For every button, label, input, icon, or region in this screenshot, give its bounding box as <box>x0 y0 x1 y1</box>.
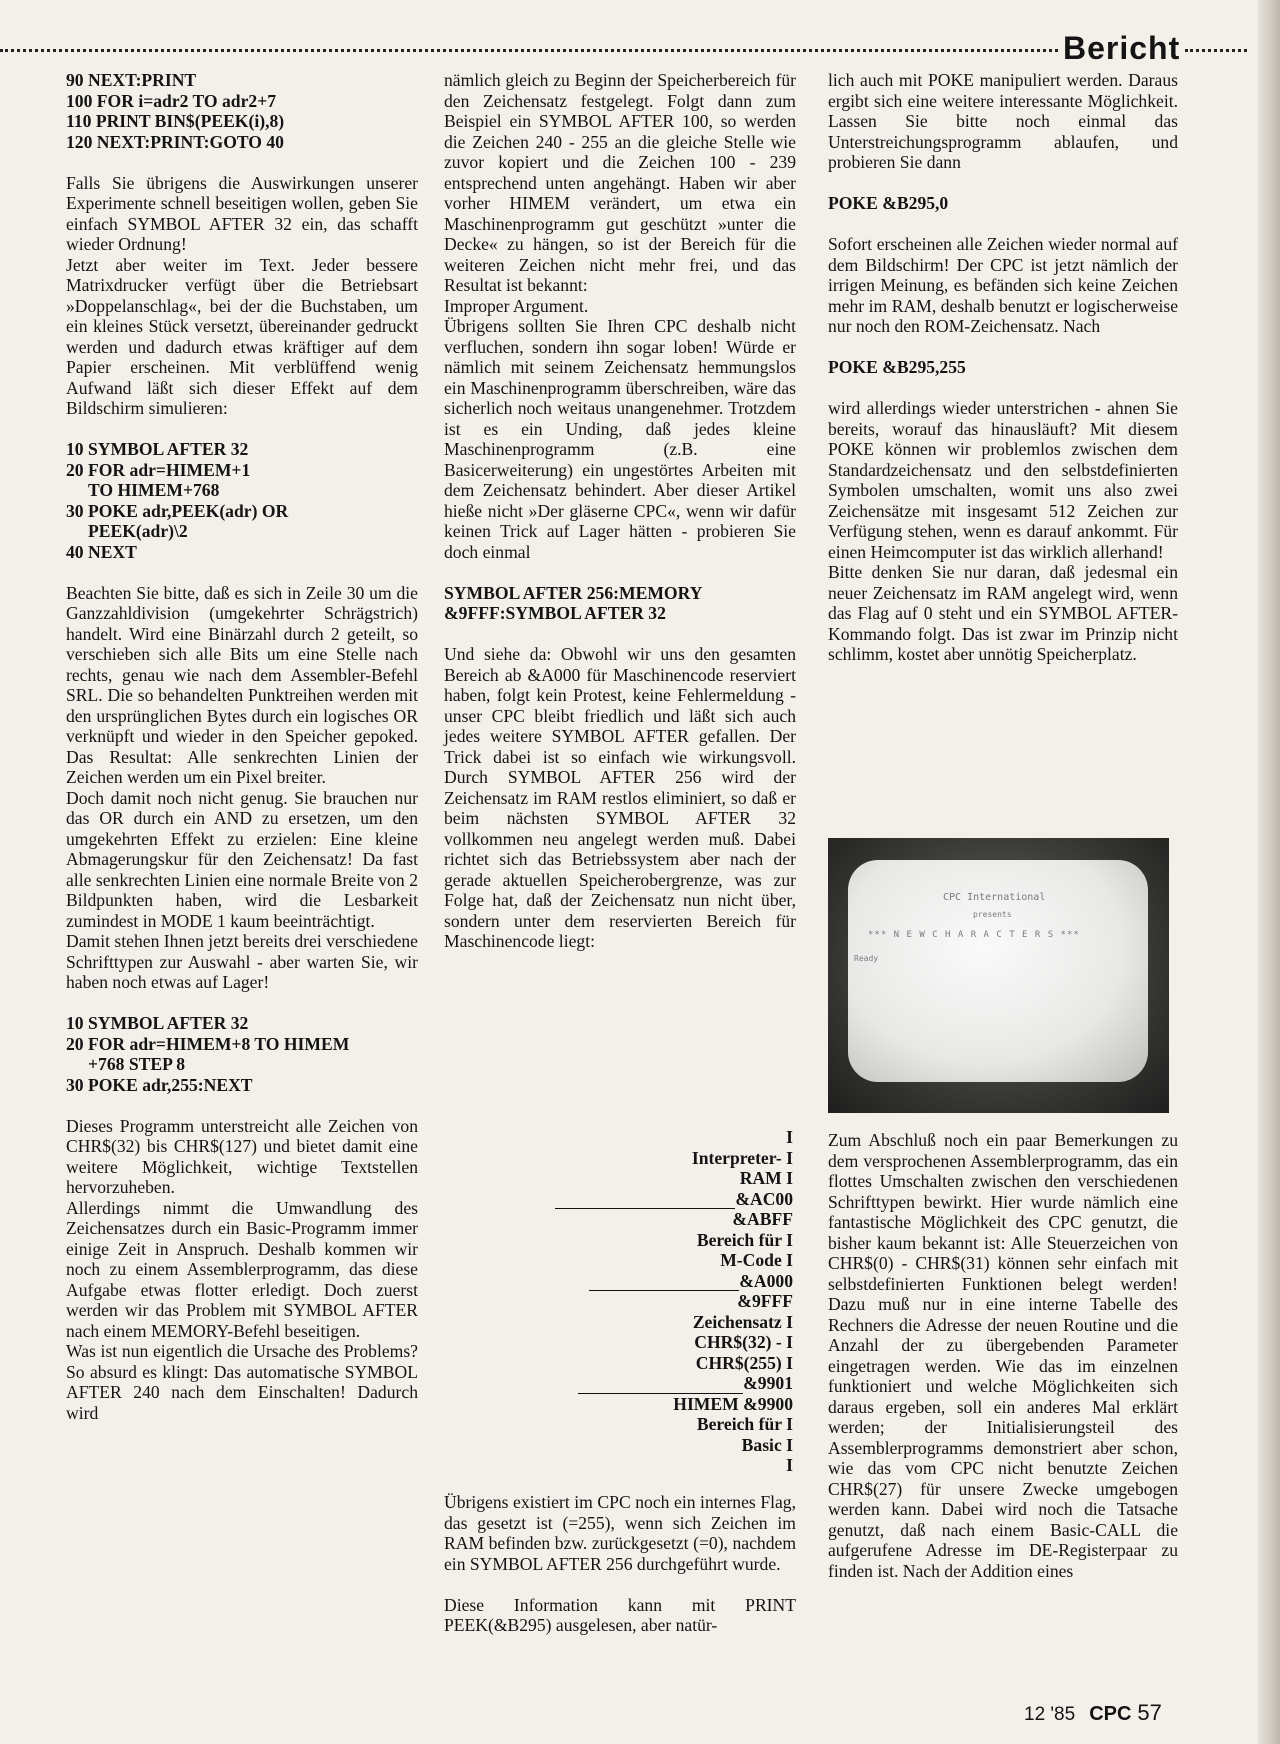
memory-map-row: I <box>786 1455 793 1475</box>
paragraph: Improper Argument. <box>444 295 589 316</box>
divider-line <box>555 1194 735 1209</box>
code-line: 110 PRINT BIN$(PEEK(i),8) <box>66 111 285 131</box>
section-title: Bericht <box>1063 30 1181 66</box>
memory-map-row <box>444 1373 793 1394</box>
column-2 <box>444 70 796 952</box>
memory-map-row: RAM I <box>739 1168 793 1188</box>
divider-line <box>589 1276 739 1291</box>
screen-text-line: presents <box>973 910 1012 919</box>
memory-map-row: &9FFF <box>737 1291 793 1311</box>
memory-map-row: Zeichensatz I <box>692 1311 793 1332</box>
code-line: POKE &B295,255 <box>828 357 966 377</box>
paragraph: Sofort erscheinen alle Zeichen wieder normal auf dem Bildschirm! Der CPC ist jetzt nämlich der irrigen Meinung, es befänden sich keine Zeichen mehr im RAM, deshalb benutzt er logischerweise nur noch den ROM-Zeichensatz. Nach <box>828 234 1178 336</box>
header-rule-right <box>1185 49 1247 52</box>
paragraph: lich auch mit POKE manipuliert werden. Daraus ergibt sich eine weitere interessante Möglichkeit. Lassen Sie bitte noch einmal das Unterstreichungsprogramm ablaufen, und probieren Sie dann <box>828 70 1178 172</box>
paragraph: Übrigens sollten Sie Ihren CPC deshalb nicht verfluchen, sondern ihn sogar loben! Würde er nämlich mit seinem Zeichensatz hemmungslos ein Maschinenprogramm überschreiben, wäre das sicherlich noch weitaus unangenehmer. Trotzdem ist es ein Unding, daß jedes kleine Maschinenprogramm (z.B. eine Basicerweiterung) ein ungestörtes Arbeiten mit dem Zeichensatz behindert. Aber dieser Artikel hieße nicht »Der gläserne CPC«, wenn wir dafür keinen Trick auf Lager hätten - probieren Sie doch einmal <box>444 316 796 562</box>
address-label: &AC00 <box>735 1188 793 1209</box>
paragraph: wird allerdings wieder unterstrichen - ahnen Sie bereits, worauf das hinausläuft? Mit diesem POKE können wir problemlos zwischen dem Standardzeichensatz und den selbstdefinierten Symbolen umschalten, womit uns also zwei Zeichensätze mit insgesamt 512 Zeichen zur Verfügung stehen, wenn es darauf ankommt. Für einen Heimcomputer ist das wirklich allerhand! <box>828 398 1178 562</box>
paragraph: Und siehe da: Obwohl wir uns den gesamten Bereich ab &A000 für Maschinencode reserviert haben, folgt kein Protest, keine Fehlermeldung - unser CPC bleibt friedlich und läßt sich auch jedes weitere SYMBOL AFTER gefallen. Der Trick dabei ist so einfach wie wirkungsvoll. Durch SYMBOL AFTER 256 wird der Zeichensatz im RAM restlos eliminiert, so daß er beim nächsten SYMBOL AFTER 32 vollkommen neu angelegt werden muß. Dabei richtet sich das Betriebssystem aber nach der gerade aktuellen Speicherobergrenze, was zur Folge hat, daß der Zeichensatz nun nicht über, sondern unter dem reservierten Bereich für Maschinencode liegt: <box>444 644 796 951</box>
paragraph: Bitte denken Sie nur daran, daß jedesmal ein neuer Zeichensatz im RAM angelegt wird, wenn das Flag auf 0 steht und ein SYMBOL AFTER-Kommando folgt. Das ist zwar im Prinzip nicht schlimm, kostet aber unnötig Speicherplatz. <box>828 562 1178 664</box>
page-number: 57 <box>1137 1700 1162 1725</box>
code-line: TO HIMEM+768 <box>88 480 220 500</box>
page-edge <box>1258 0 1280 1744</box>
subheading-line: SYMBOL AFTER 256:MEMORY <box>444 582 703 603</box>
memory-map-row: Bereich für I <box>696 1229 793 1250</box>
screen-text-line: CPC International <box>943 892 1046 903</box>
code-line: 10 SYMBOL AFTER 32 <box>66 1013 249 1033</box>
divider-line <box>578 1379 743 1394</box>
memory-map-row: HIMEM &9900 <box>673 1393 793 1414</box>
code-line: 30 POKE adr,255:NEXT <box>66 1074 253 1095</box>
memory-map-row: &ABFF <box>732 1209 793 1229</box>
address-label: &A000 <box>739 1270 793 1291</box>
subheading-line: &9FFF:SYMBOL AFTER 32 <box>444 603 666 623</box>
address-label: &9901 <box>743 1373 793 1393</box>
paragraph: Was ist nun eigentlich die Ursache des Problems? So absurd es klingt: Das automatische SYMBOL AFTER 240 nach dem Einschalten! Dadurch wird <box>66 1341 418 1423</box>
paragraph: Zum Abschluß noch ein paar Bemerkungen zu dem versprochenen Assemblerprogramm, das ein flottes Umschalten zwischen den verschiedenen Schrifttypen bewirkt. Hier wurde nämlich eine fantastische Möglichkeit des CPC genutzt, die bisher kaum bekannt ist: Alle Steuerzeichen von CHR$(0) - CHR$(31) können sehr einfach mit selbstdefinierten Funktionen belegt werden! Dazu muß nur in eine interne Tabelle des Rechners die Adresse der neuen Routine und die Anzahl der zu übergebenden Parameter eingetragen werden. Wie das im einzelnen funktioniert und welche Möglichkeiten sich daraus ergeben, soll ein anderes Mal erklärt werden; der Initialisierungsteil des Assemblerprogramms demonstriert aber schon, wie das vom CPC nicht benutzte Zeichen CHR$(27) für unsere Zwecke umgebogen werden kann. Dabei wird noch die Tatsache genutzt, daß nach einem Basic-CALL die aufgerufene Adresse im DE-Registerpaar zu finden ist. Nach der Addition eines <box>828 1130 1178 1581</box>
code-line: 40 NEXT <box>66 541 137 562</box>
screen-text-line: *** N E W C H A R A C T E R S *** <box>868 930 1080 940</box>
memory-map-row: CHR$(32) - I <box>694 1332 793 1352</box>
code-line: +768 STEP 8 <box>88 1054 186 1074</box>
paragraph: Dieses Programm unterstreicht alle Zeichen von CHR$(32) bis CHR$(127) und bietet damit eine weitere Möglichkeit, wichtige Textstellen hervorzuheben. <box>66 1115 418 1197</box>
code-line: 20 FOR adr=HIMEM+1 <box>66 459 251 480</box>
column-2-bottom <box>444 1492 796 1636</box>
paragraph: Diese Information kann mit PRINT PEEK(&B295) ausgelesen, aber natür- <box>444 1594 796 1635</box>
column-3-bottom <box>828 1130 1178 1581</box>
code-line: 90 NEXT:PRINT <box>66 70 197 90</box>
memory-map-row: Bereich für I <box>696 1414 793 1434</box>
paragraph: Jetzt aber weiter im Text. Jeder bessere Matrixdrucker verfügt über die Betriebsart »Doppelanschlag«, bei der die Buchstaben, um ein kleines Stück versetzt, übereinander gedruckt werden und dadurch etwas kräftiger auf dem Papier erscheinen. Mit verblüffend wenig Aufwand läßt sich dieser Effekt auf dem Bildschirm simulieren: <box>66 254 418 418</box>
code-line: 120 NEXT:PRINT:GOTO 40 <box>66 131 284 152</box>
paragraph: Damit stehen Ihnen jetzt bereits drei verschiedene Schrifttypen zur Auswahl - aber warten Sie, wir haben noch etwas auf Lager! <box>66 931 418 992</box>
magazine-logo: CPC <box>1089 1703 1132 1725</box>
column-3 <box>828 70 1178 665</box>
paragraph: Beachten Sie bitte, daß es sich in Zeile 30 um die Ganzzahldivision (umgekehrter Schrägstrich) handelt. Wird eine Binärzahl durch 2 geteilt, so verschieben sich alle Bits um eine Stelle nach rechts, genau wie nach dem Assembler-Befehl SRL. Die so behandelten Punktreihen werden mit den ursprünglichen Bytes durch ein logisches OR verknüpft und wieder in den Speicher gepoked. Das Resultat: Alle senkrechten Linien der Zeichen werden um ein Pixel breiter. <box>66 582 418 787</box>
memory-map-row: I <box>786 1127 793 1147</box>
memory-map-row: Interpreter- I <box>691 1147 793 1168</box>
memory-map-row: Basic I <box>741 1434 793 1455</box>
code-line: 10 SYMBOL AFTER 32 <box>66 439 249 459</box>
memory-map-row: M-Code I <box>720 1250 793 1270</box>
memory-map-row: CHR$(255) I <box>695 1352 793 1373</box>
code-listing-top <box>66 70 418 152</box>
memory-map <box>444 1127 793 1476</box>
memory-map-row <box>444 1189 793 1210</box>
column-1 <box>66 70 418 1423</box>
page-footer <box>1024 1700 1162 1726</box>
paragraph: nämlich gleich zu Beginn der Speicherbereich für den Zeichensatz festgelegt. Folgt dann zum Beispiel ein SYMBOL AFTER 100, so werden die Zeichen 240 - 255 an die gleiche Stelle wie zuvor kopiert und die Zeichen 100 - 239 entsprechend unten angehängt. Haben wir aber vorher HIMEM verändert, um etwa ein Maschinenprogramm gut geschützt »unter die Decke« zu hängen, so ist der Bereich für die weiteren Zeichen nicht mehr frei, und das Resultat ist bekannt: <box>444 70 796 295</box>
memory-map-row <box>444 1271 793 1292</box>
code-listing-underline <box>66 1013 418 1095</box>
code-line: PEEK(adr)\2 <box>88 521 188 541</box>
screen-text-line: Ready <box>854 954 879 963</box>
code-listing-doppelanschlag <box>66 439 418 562</box>
code-line: 100 FOR i=adr2 TO adr2+7 <box>66 90 277 111</box>
code-line: POKE &B295,0 <box>828 193 949 213</box>
monitor-screen <box>848 860 1148 1082</box>
paragraph: Allerdings nimmt die Umwandlung des Zeichensatzes durch ein Basic-Programm immer einige Zeit in Anspruch. Deshalb kommen wir noch zu einem Assemblerprogramm, das diese Aufgabe etwas flotter erledigt. Doch zuerst werden wir das Problem mit SYMBOL AFTER nach einem MEMORY-Befehl beseitigen. <box>66 1197 418 1341</box>
issue-date: 12 '85 <box>1024 1704 1076 1725</box>
paragraph: Übrigens existiert im CPC noch ein internes Flag, das gesetzt ist (=255), wenn sich Zeichen im RAM befinden bzw. zurückgesetzt (=0), nachdem ein SYMBOL AFTER 256 durchgeführt wurde. <box>444 1492 796 1574</box>
code-line: 30 POKE adr,PEEK(adr) OR <box>66 500 289 521</box>
subheading <box>444 583 796 624</box>
paragraph: Doch damit noch nicht genug. Sie brauchen nur das OR durch ein AND zu ersetzen, um den umgekehrten Effekt zu erzielen: Eine kleine Abmagerungskur für den Zeichensatz! Da fast alle senkrechten Linien eine normale Breite von 2 Bildpunkten haben, wird die Lesbarkeit zumindest in MODE 1 kaum beeinträchtigt. <box>66 787 418 931</box>
code-line: 20 FOR adr=HIMEM+8 TO HIMEM <box>66 1033 350 1054</box>
paragraph: Falls Sie übrigens die Auswirkungen unserer Experimente schnell beseitigen wollen, geben Sie einfach SYMBOL AFTER 32 ein, das schafft wieder Ordnung! <box>66 172 418 254</box>
screen-photo <box>828 838 1169 1113</box>
header-rule-left <box>0 49 1058 52</box>
